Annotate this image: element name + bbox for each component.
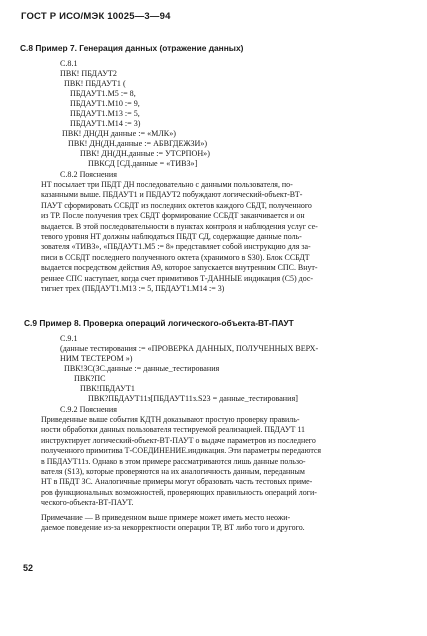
text-line: реннее СПС наступает, когда счет примитивов Т-ДАННЫЕ индикация (С5) дос- [41, 273, 314, 283]
c8-explanation [41, 180, 403, 294]
c9-code-line: (данные тестирования := «ПРОВЕРКА ДАННЫХ, ПОЛУЧЕННЫХ ВЕРХ- [60, 344, 319, 353]
c8-code-line: ПБДАУТ1.М14 := 3) [70, 119, 141, 128]
c8-code-line: ПБДАУТ1.М13 := 5, [70, 109, 140, 118]
c9-code-line: ПВК?ПС [74, 374, 106, 383]
text-line: выдается. В этой последовательности в пунктах контроля и наблюдения услуг се- [41, 221, 318, 231]
note-line: даемое поведение из-за некорректности операции ТР, ВТ либо того и другого. [41, 523, 305, 533]
c8-code-line: ПВК! ПБДАУТ2 [60, 69, 117, 78]
c8-code-line: ПВК! ДН(ДН.данные := АБВГДЕЖЗИ») [68, 139, 208, 148]
section-c9-title: С.9 Пример 8. Проверка операций логического-объекта-ВТ-ПАУТ [24, 318, 294, 328]
text-line: полученного примитива Т-СОЕДИНЕНИЕ.индикация. Эти параметры передаются [41, 446, 322, 456]
c9-code-line: НИМ ТЕСТЕРОМ ») [60, 354, 133, 363]
text-line: ПАУТ сформировать ССБДТ из последних октетов каждого СБДТ, полученного [41, 200, 312, 210]
text-line: казанными выше. ПБДАУТ1 и ПБДАУТ2 побуждают логический-объект-ВТ- [41, 190, 303, 200]
text-line: зователя «ТИВЗ», «ПБДАУТ1.М5 := 8» представляет собой инструкцию для за- [41, 242, 311, 252]
text-line: ров функциональных возможностей, проверяющих правильность операций логи- [41, 487, 317, 497]
text-line: Приведенные выше события КДТН доказывают простую проверку правиль- [41, 415, 300, 424]
c9-subsection-1: С.9.1 [60, 334, 78, 343]
text-line: в ПБДАУТ11з. Однако в этом примере рассматриваются лишь данные пользо- [41, 456, 306, 466]
c9-code-line: ПВК!ЗС(ЗС.данные := данные_тестирования [64, 364, 220, 373]
text-line: тигнет трех (ПБДАУТ1.М13 := 5, ПБДАУТ1.М14 := 3) [41, 284, 225, 294]
c9-subsection-2: С.9.2 Пояснения [60, 405, 117, 414]
c9-explanation [41, 415, 403, 509]
c8-subsection-1: С.8.1 [60, 59, 78, 68]
text-line: ческого-объекта-ВТ-ПАУТ. [41, 498, 134, 508]
note [41, 513, 403, 534]
c8-subsection-2: С.8.2 Пояснения [60, 170, 117, 179]
text-line: писи в ССБДТ последнего полученного октета (хранимого в S30). Блок ССБДТ [41, 252, 310, 262]
text-line: НТ посылает три ПБДТ ДН последовательно с данными пользователя, по- [41, 180, 293, 189]
standard-header: ГОСТ Р ИСО/МЭК 10025—3—94 [21, 11, 171, 22]
text-line: выдается посредством действия А9, которое запускается внутренним СПС. Внут- [41, 263, 318, 273]
section-c8-title: С.8 Пример 7. Генерация данных (отражение данных) [20, 43, 244, 53]
c8-code-line: ПБДАУТ1.М5 := 8, [70, 89, 136, 98]
c8-code-line: ПВК! ДН(ДН.данные := УТСРПОН») [80, 149, 210, 158]
c8-code-line: ПВК! ПБДАУТ1 ( [64, 79, 126, 88]
c8-code-line: ПВК! ДН(ДН данные := «МЛК») [62, 129, 176, 138]
text-line: инструктирует логический-объект-ВТ-ПАУТ о выдаче параметров из последнего [41, 435, 316, 445]
text-line: из ТР. После получения трех СБДТ формирование ССБДТ заканчивается и он [41, 211, 305, 221]
page-number: 52 [23, 563, 34, 573]
c8-code-line: ПБДАУТ1.М10 := 9, [70, 99, 140, 108]
c9-code-line: ПВК!ПБДАУТ1 [80, 384, 135, 393]
text-line: тевого уровня НТ должны наблюдаться ПБДТ СД, содержащие данные поль- [41, 232, 302, 242]
text-line: НТ в ПБДТ ЗС. Аналогичные примеры могут образовать часть тестовых приме- [41, 477, 313, 487]
text-line: вателя (S13), которые проверяются на их аналогичность данным, переданным [41, 467, 305, 477]
note-line: Примечание — В приведенном выше примере может иметь место неожи- [41, 513, 291, 522]
c8-code-line: ПВКСД [СД.данные = «ТИВЗ»] [88, 159, 198, 168]
c9-code-line: ПВК?ПБДАУТ11з[ПБДАУТ11з.S23 = данные_тестирования] [88, 394, 298, 403]
text-line: ности обработки данных пользователя тестируемой реализацией. ПБДАУТ 11 [41, 425, 305, 435]
